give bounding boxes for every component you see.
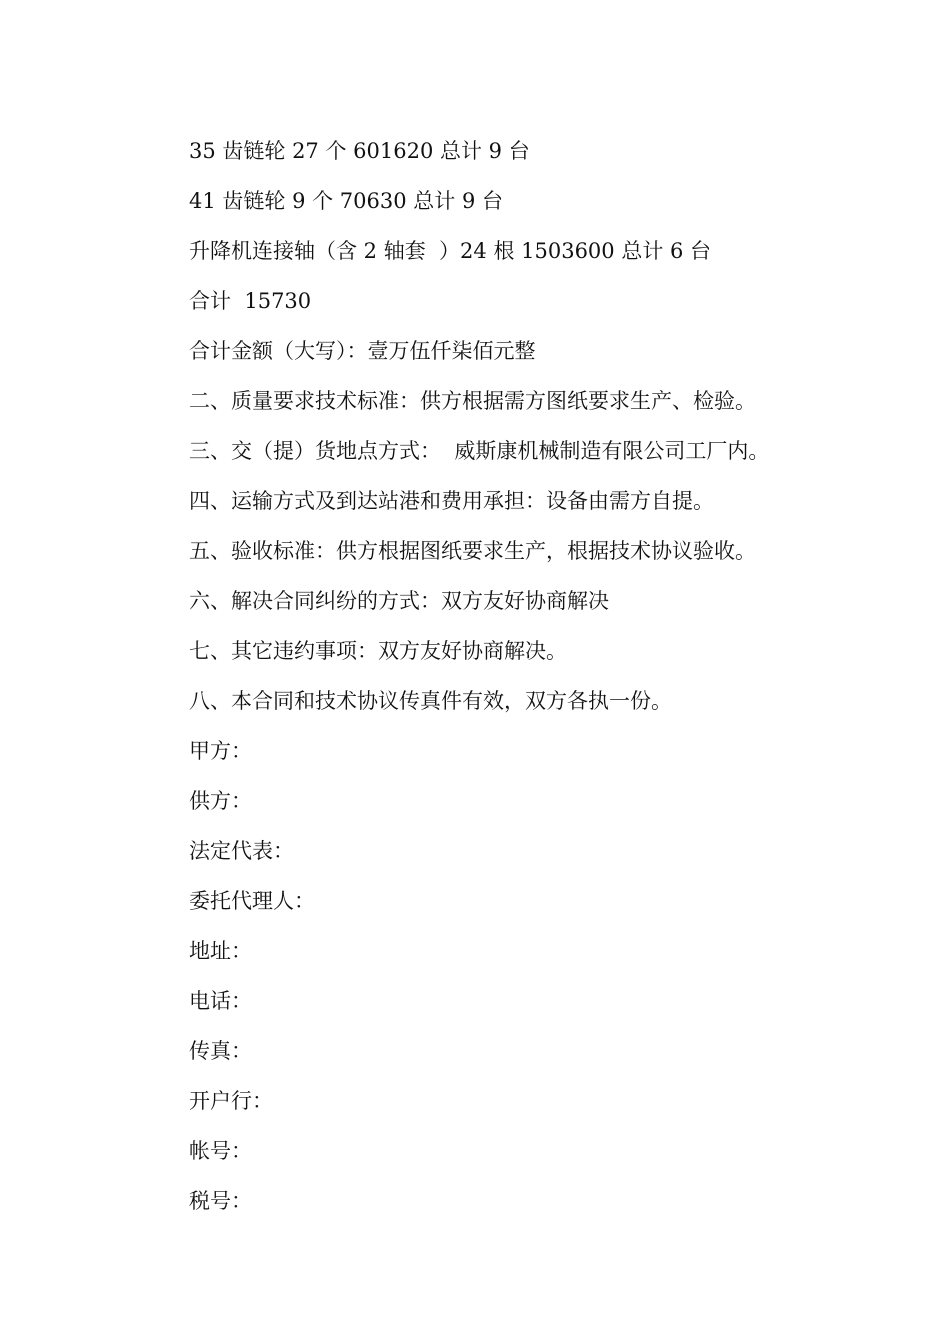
fax-label: 传真： [189,1039,252,1063]
legal-representative-label: 法定代表： [189,839,294,863]
clause-dispute: 六、解决合同纠纷的方式：双方友好协商解决 [189,589,609,613]
party-a-label: 甲方： [189,739,252,763]
total-line: 合计 15730 [189,289,312,313]
contract-text [189,133,909,1233]
account-label: 帐号： [189,1139,252,1163]
tax-id-label: 税号： [189,1189,252,1213]
bank-label: 开户行： [189,1089,273,1113]
clause-validity: 八、本合同和技术协议传真件有效，双方各执一份。 [189,689,672,713]
clause-breach: 七、其它违约事项：双方友好协商解决。 [189,639,567,663]
clause-acceptance: 五、验收标准：供方根据图纸要求生产，根据技术协议验收。 [189,539,756,563]
clause-delivery: 三、交（提）货地点方式： 威斯康机械制造有限公司工厂内。 [189,439,770,463]
supplier-label: 供方： [189,789,252,813]
item-line-35-sprocket: 35 齿链轮 27 个 601620 总计 9 台 [189,139,530,163]
authorized-agent-label: 委托代理人： [189,889,315,913]
phone-label: 电话： [189,989,252,1013]
total-amount-words: 合计金额（大写）：壹万伍仟柒佰元整 [189,339,536,363]
item-line-lift-shaft: 升降机连接轴（含 2 轴套 ）24 根 1503600 总计 6 台 [189,239,712,263]
address-label: 地址： [189,939,252,963]
clause-quality: 二、质量要求技术标准：供方根据需方图纸要求生产、检验。 [189,389,756,413]
item-line-41-sprocket: 41 齿链轮 9 个 70630 总计 9 台 [189,189,503,213]
clause-transport: 四、运输方式及到达站港和费用承担：设备由需方自提。 [189,489,714,513]
